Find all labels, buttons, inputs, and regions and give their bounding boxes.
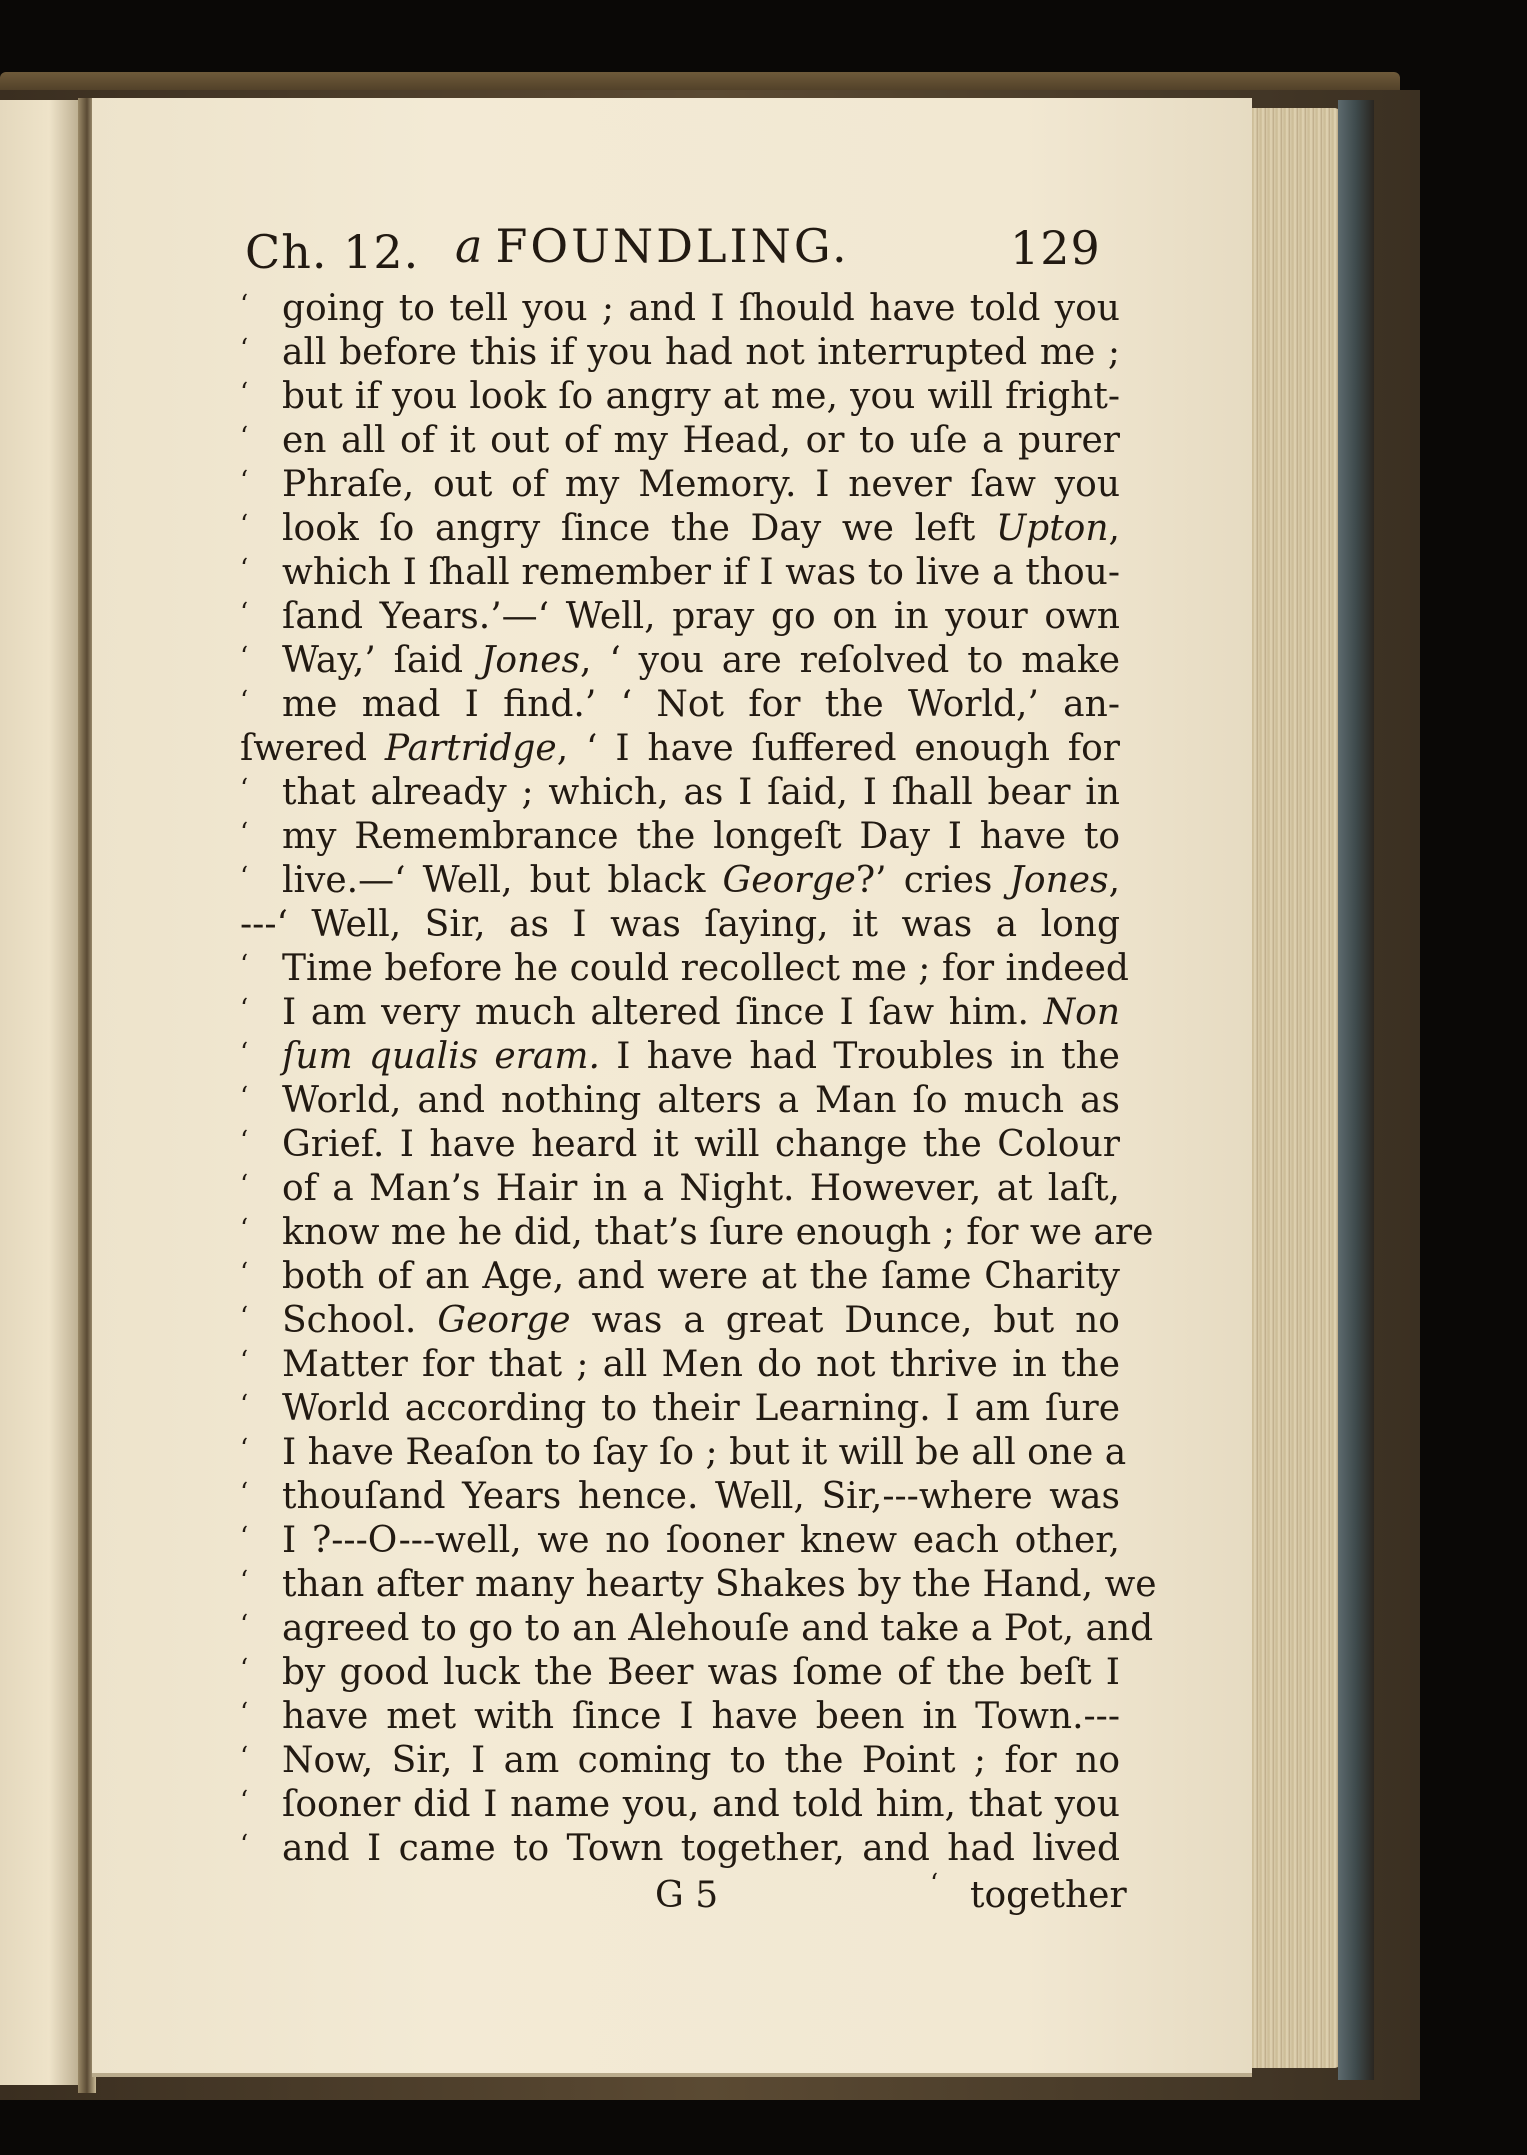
line-text: Phraſe, out of my Memory. I never ſaw you	[282, 464, 1120, 505]
line-text: ſwered Partridge, ‘ I have ſuffered enough for	[240, 728, 1120, 769]
text-line	[240, 683, 1120, 727]
left-page-edge	[0, 100, 82, 2085]
text-line	[240, 1519, 1120, 1563]
quote-mark: ‘	[240, 642, 249, 672]
line-text: have met with ſince I have been in Town.---	[282, 1696, 1120, 1737]
quote-mark: ‘	[240, 1214, 249, 1244]
text-line	[240, 1563, 1157, 1607]
text-line	[240, 859, 1120, 903]
line-text: by good luck the Beer was ſome of the beſt I	[282, 1652, 1120, 1693]
text-line	[240, 639, 1120, 683]
text-line	[240, 1035, 1120, 1079]
line-text: I am very much altered ſince I ſaw him. Non	[282, 992, 1120, 1033]
quote-mark: ‘	[240, 1038, 249, 1068]
line-text: School. George was a great Dunce, but no	[282, 1300, 1120, 1341]
text-line	[240, 1299, 1120, 1343]
line-text: ſum qualis eram. I have had Troubles in the	[282, 1036, 1120, 1077]
line-text: live.—‘ Well, but black George?’ cries Jones,	[282, 860, 1121, 901]
line-text: thouſand Years hence. Well, Sir,---where was	[282, 1476, 1120, 1517]
line-text: I have Reaſon to ſay ſo ; but it will be all one a	[282, 1432, 1127, 1473]
line-text: ſand Years.’—‘ Well, pray go on in your own	[282, 596, 1120, 637]
quote-mark: ‘	[240, 1258, 249, 1288]
text-line	[240, 419, 1120, 463]
quote-mark: ‘	[240, 1082, 249, 1112]
quote-mark: ‘	[930, 1869, 939, 1899]
text-line	[240, 1827, 1120, 1871]
catchword: together	[970, 1875, 1127, 1916]
quote-mark: ‘	[240, 1126, 249, 1156]
quote-mark: ‘	[240, 334, 249, 364]
line-text: my Remembrance the longeſt Day I have to	[282, 816, 1120, 857]
quote-mark: ‘	[240, 422, 249, 452]
text-line	[240, 331, 1120, 375]
line-text: ſooner did I name you, and told him, that you	[282, 1784, 1120, 1825]
text-line	[240, 727, 1120, 771]
running-header	[240, 215, 1120, 287]
line-text: Now, Sir, I am coming to the Point ; for no	[282, 1740, 1120, 1781]
quote-mark: ‘	[240, 1830, 249, 1860]
line-text: than after many hearty Shakes by the Hand, we	[282, 1564, 1157, 1605]
text-lines	[240, 287, 1157, 1871]
text-line	[240, 815, 1120, 859]
text-line	[240, 1431, 1127, 1475]
quote-mark: ‘	[240, 510, 249, 540]
page-footer	[240, 1869, 1127, 1923]
line-text: agreed to go to an Alehouſe and take a Pot, and	[282, 1608, 1154, 1649]
text-line	[240, 287, 1120, 331]
quote-mark: ‘	[240, 994, 249, 1024]
line-text: but if you look ſo angry at me, you will fright-	[282, 376, 1120, 417]
quote-mark: ‘	[240, 1566, 249, 1596]
line-text: Time before he could recollect me ; for indeed	[282, 948, 1129, 989]
page-edges	[1250, 108, 1342, 2068]
line-text: Matter for that ; all Men do not thrive in the	[282, 1344, 1120, 1385]
running-title	[455, 219, 850, 273]
quote-mark: ‘	[240, 1522, 249, 1552]
book-spine-edge	[1338, 100, 1374, 2080]
line-text: Grief. I have heard it will change the Colour	[282, 1124, 1120, 1165]
line-text: ---‘ Well, Sir, as I was ſaying, it was a long	[240, 904, 1120, 945]
text-line	[240, 1079, 1120, 1123]
page-text-block	[240, 215, 1157, 1923]
quote-mark: ‘	[240, 554, 249, 584]
line-text: and I came to Town together, and had lived	[282, 1828, 1120, 1869]
quote-mark: ‘	[240, 1434, 249, 1464]
line-text: of a Man’s Hair in a Night. However, at laſt,	[282, 1168, 1120, 1209]
text-line	[240, 1123, 1120, 1167]
line-text: me mad I find.’ ‘ Not for the World,’ an-	[282, 684, 1120, 725]
line-text: going to tell you ; and I ſhould have told you	[282, 288, 1120, 329]
text-line	[240, 595, 1120, 639]
text-line	[240, 507, 1120, 551]
line-text: which I ſhall remember if I was to live a thou-	[282, 552, 1120, 593]
quote-mark: ‘	[240, 1654, 249, 1684]
running-title-article: a	[455, 219, 486, 273]
text-line	[240, 375, 1120, 419]
text-line	[240, 991, 1120, 1035]
line-text: all before this if you had not interrupted me ;	[282, 332, 1120, 373]
quote-mark: ‘	[240, 598, 249, 628]
quote-mark: ‘	[240, 1742, 249, 1772]
quote-mark: ‘	[240, 290, 249, 320]
quote-mark: ‘	[240, 774, 249, 804]
text-line	[240, 551, 1120, 595]
text-line	[240, 1211, 1154, 1255]
line-text: en all of it out of my Head, or to uſe a purer	[282, 420, 1120, 461]
text-line	[240, 1739, 1120, 1783]
running-title-word: FOUNDLING.	[495, 219, 850, 273]
text-line	[240, 1167, 1120, 1211]
quote-mark: ‘	[240, 1610, 249, 1640]
text-line	[240, 1255, 1120, 1299]
line-text: both of an Age, and were at the ſame Charity	[282, 1256, 1120, 1297]
text-line	[240, 463, 1120, 507]
line-text: I ?---O---well, we no ſooner knew each other,	[282, 1520, 1120, 1561]
text-line	[240, 771, 1120, 815]
line-text: look ſo angry ſince the Day we left Upton,	[282, 508, 1120, 549]
quote-mark: ‘	[240, 950, 249, 980]
text-line	[240, 1783, 1120, 1827]
signature-mark: G 5	[655, 1875, 719, 1916]
quote-mark: ‘	[240, 1786, 249, 1816]
text-line	[240, 1387, 1120, 1431]
quote-mark: ‘	[240, 686, 249, 716]
page-number: 129	[1010, 221, 1101, 275]
quote-mark: ‘	[240, 378, 249, 408]
line-text: know me he did, that’s ſure enough ; for we are	[282, 1212, 1154, 1253]
quote-mark: ‘	[240, 1478, 249, 1508]
quote-mark: ‘	[240, 1302, 249, 1332]
quote-mark: ‘	[240, 862, 249, 892]
text-line	[240, 1607, 1154, 1651]
text-line	[240, 947, 1129, 991]
line-text: World according to their Learning. I am ſure	[282, 1388, 1120, 1429]
quote-mark: ‘	[240, 1698, 249, 1728]
quote-mark: ‘	[240, 1170, 249, 1200]
quote-mark: ‘	[240, 1346, 249, 1376]
quote-mark: ‘	[240, 818, 249, 848]
text-line	[240, 1651, 1120, 1695]
quote-mark: ‘	[240, 1390, 249, 1420]
text-line	[240, 1343, 1120, 1387]
chapter-label: Ch. 12.	[245, 225, 420, 279]
text-line	[240, 1695, 1120, 1739]
quote-mark: ‘	[240, 466, 249, 496]
line-text: World, and nothing alters a Man ſo much as	[282, 1080, 1120, 1121]
line-text: Way,’ ſaid Jones, ‘ you are reſolved to make	[282, 640, 1120, 681]
text-line	[240, 903, 1120, 947]
text-line	[240, 1475, 1120, 1519]
line-text: that already ; which, as I ſaid, I ſhall bear in	[282, 772, 1120, 813]
